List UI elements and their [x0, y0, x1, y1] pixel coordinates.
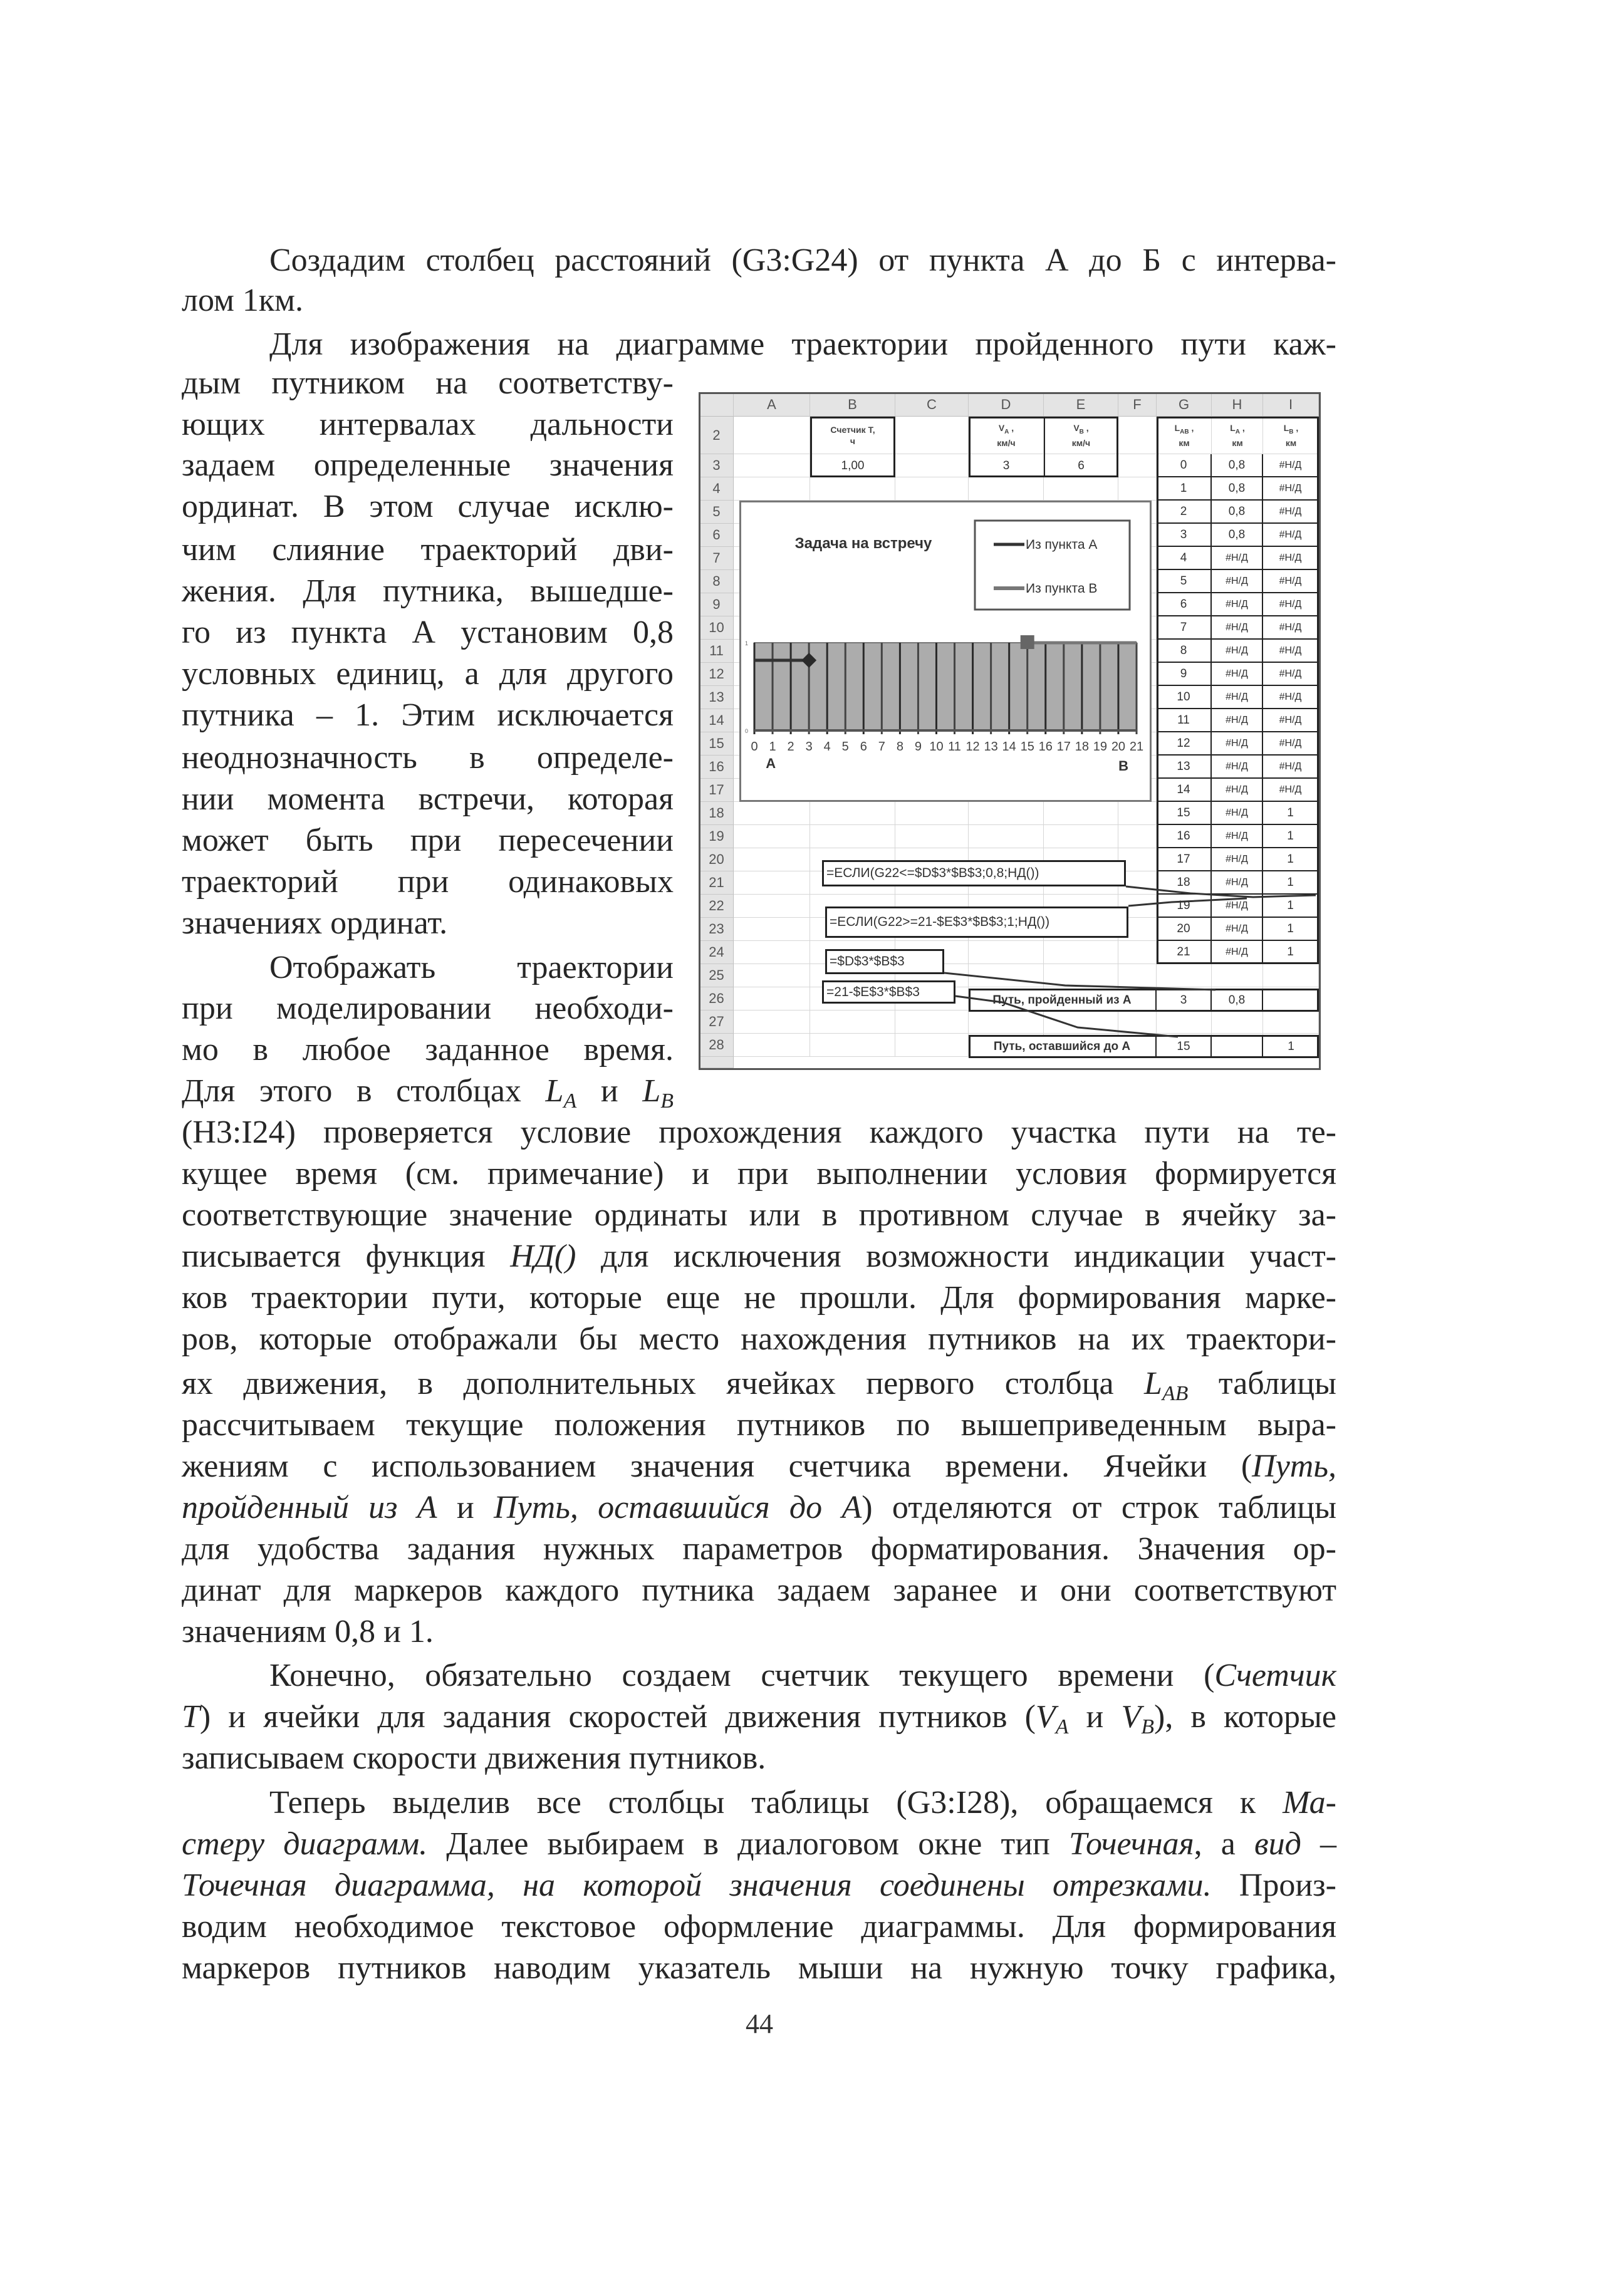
text-line: задаем определенные значения — [182, 447, 674, 483]
grid-cell — [1044, 964, 1118, 987]
path-traveled-row-i[interactable] — [1263, 989, 1319, 1012]
column-header-A[interactable]: A — [734, 393, 810, 417]
table-cell[interactable]: 2 — [1157, 501, 1212, 524]
chart[interactable] — [739, 501, 1152, 802]
row-header-5[interactable]: 5 — [700, 501, 734, 524]
row-header-28[interactable]: 28 — [700, 1034, 734, 1057]
y-tick-label: 1 — [744, 640, 748, 647]
table-cell[interactable]: #Н/Д — [1212, 918, 1263, 941]
grid-cell — [1118, 941, 1157, 964]
x-tick-label: 18 — [1075, 740, 1089, 754]
table-cell[interactable]: 0,8 — [1212, 454, 1263, 477]
x-tick-label: 16 — [1038, 740, 1053, 754]
table-cell[interactable]: 15 — [1157, 802, 1212, 825]
table-cell[interactable]: 6 — [1157, 593, 1212, 616]
row-header-4[interactable]: 4 — [700, 477, 734, 501]
path-traveled-row-g[interactable]: 3 — [1157, 989, 1212, 1012]
text-line: Конечно, обязательно создаем счетчик текущего времени (Счетчик — [269, 1658, 1336, 1693]
lb-header[interactable]: $L_B$ , км — [1283, 422, 1299, 449]
text-line: условных единиц, а для другого — [182, 656, 674, 692]
x-tick-label: 11 — [948, 740, 961, 754]
la-header[interactable]: $L_A$ , км — [1230, 422, 1245, 449]
table-cell[interactable]: 1 — [1263, 848, 1319, 871]
distance-table-border — [1157, 417, 1319, 964]
row-header-24[interactable]: 24 — [700, 941, 734, 964]
path-remaining-row-label: Путь, оставшийся до А — [969, 1035, 1157, 1058]
grid-cell — [895, 417, 969, 454]
table-cell[interactable]: 0,8 — [1212, 524, 1263, 547]
spreadsheet-screenshot — [699, 392, 1321, 1070]
column-header-E[interactable]: E — [1044, 393, 1118, 417]
column-header-G[interactable]: G — [1157, 393, 1212, 417]
text-line: Точечная диаграмма, на которой значения соединены отрезками. Произ- — [182, 1867, 1337, 1903]
row-header-14[interactable]: 14 — [700, 709, 734, 732]
x-tick-label: 1 — [769, 740, 776, 754]
row-header-11[interactable]: 11 — [700, 640, 734, 663]
grid-cell — [1044, 477, 1118, 501]
text-line: кущее время (см. примечание) и при выполнении условия формируется — [182, 1156, 1336, 1192]
grid-cell — [734, 1034, 810, 1057]
table-cell[interactable]: 16 — [1157, 825, 1212, 848]
grid-cell — [1263, 1010, 1319, 1034]
column-header-D[interactable]: D — [969, 393, 1044, 417]
path-remaining-row-i[interactable]: 1 — [1288, 1039, 1294, 1053]
table-cell[interactable]: 4 — [1157, 547, 1212, 570]
x-tick-label: 21 — [1129, 740, 1144, 754]
grid-cell — [1212, 1010, 1263, 1034]
grid-cell — [895, 477, 969, 501]
table-cell[interactable]: 1 — [1263, 825, 1319, 848]
va-header[interactable]: $V_A$ , км/ч — [997, 422, 1016, 449]
chart-legend — [975, 521, 1130, 610]
text-line: Отображать траектории — [269, 950, 674, 985]
table-cell[interactable]: 1 — [1263, 895, 1319, 918]
text-line: неоднозначность в определе- — [182, 740, 674, 776]
table-cell[interactable]: #Н/Д — [1212, 871, 1263, 895]
grid-cell — [734, 825, 810, 848]
table-cell[interactable]: #Н/Д — [1263, 454, 1319, 477]
legend-label-b: Из пункта В — [1026, 581, 1098, 596]
path-remaining-row-h[interactable] — [1212, 1035, 1263, 1058]
text-line: при моделировании необходи- — [182, 990, 674, 1026]
row-header-15[interactable]: 15 — [700, 732, 734, 756]
table-cell[interactable]: 19 — [1157, 895, 1212, 918]
text-line: значениям 0,8 и 1. — [182, 1614, 434, 1649]
text-line: Для изображения на диаграмме траектории пройденного пути каж- — [269, 326, 1336, 362]
row-header-3[interactable]: 3 — [700, 454, 734, 477]
table-cell[interactable]: #Н/Д — [1212, 848, 1263, 871]
text-line: Теперь выделив все столбцы таблицы (G3:I28), обращаемся к Ма- — [269, 1785, 1336, 1821]
grid-cell — [810, 802, 895, 825]
table-cell[interactable]: 18 — [1157, 871, 1212, 895]
row-header-10[interactable]: 10 — [700, 616, 734, 640]
row-header-19[interactable]: 19 — [700, 825, 734, 848]
path-traveled-row-label: Путь, пройденный из А — [969, 989, 1157, 1012]
divider — [1044, 417, 1045, 477]
table-cell[interactable]: #Н/Д — [1212, 547, 1263, 570]
table-cell[interactable]: 1 — [1157, 477, 1212, 501]
text-line: го из пункта А установим 0,8 — [182, 615, 674, 650]
row-header-6[interactable]: 6 — [700, 524, 734, 547]
table-cell[interactable]: 7 — [1157, 616, 1212, 640]
grid-cell — [895, 825, 969, 848]
text-line: водим необходимое текстовое оформление диаграммы. Для формирования — [182, 1909, 1336, 1945]
grid-cell — [734, 871, 810, 895]
table-cell[interactable]: #Н/Д — [1263, 570, 1319, 593]
text-line: Создадим столбец расстояний (G3:G24) от пункта А до Б с интерва- — [269, 242, 1336, 278]
grid-cell — [969, 477, 1044, 501]
table-cell[interactable]: #Н/Д — [1263, 501, 1319, 524]
table-cell[interactable]: #Н/Д — [1212, 756, 1263, 779]
path-remaining-row-g[interactable]: 15 — [1157, 1035, 1212, 1058]
table-cell[interactable]: 1 — [1263, 941, 1319, 964]
grid-cell — [810, 1034, 895, 1057]
text-line: записываем скорости движения путников. — [182, 1740, 766, 1776]
grid-cell — [1118, 825, 1157, 848]
table-cell[interactable]: 1 — [1263, 918, 1319, 941]
row-header-26[interactable]: 26 — [700, 987, 734, 1010]
point-b-label: B — [1118, 758, 1129, 774]
grid-cell — [734, 918, 810, 941]
x-tick-label: 5 — [841, 740, 849, 754]
square-marker-icon — [1021, 635, 1034, 649]
text-line: чим слияние траекторий дви- — [182, 532, 674, 568]
formula-callout-position-a: =$D$3*$B$3 — [825, 949, 944, 974]
x-tick-label: 17 — [1056, 740, 1071, 754]
grid-cell — [734, 895, 810, 918]
grid-cell — [1044, 1010, 1118, 1034]
lab-header[interactable]: $L_{AB}$ , км — [1174, 422, 1194, 449]
column-header-H[interactable]: H — [1212, 393, 1263, 417]
table-cell[interactable]: 10 — [1157, 686, 1212, 709]
text-line: нии момента встречи, которая — [182, 781, 674, 817]
column-header-I[interactable]: I — [1263, 393, 1319, 417]
grid-cell — [810, 825, 895, 848]
table-cell[interactable]: #Н/Д — [1263, 593, 1319, 616]
table-cell[interactable]: 1 — [1263, 802, 1319, 825]
x-tick-label: 14 — [1002, 740, 1016, 754]
grid-cell — [1118, 417, 1157, 454]
chart-title: Задача на встречу — [794, 535, 932, 552]
table-cell[interactable]: #Н/Д — [1263, 732, 1319, 756]
x-tick-label: 8 — [896, 740, 903, 754]
text-line: значениях ординат. — [182, 905, 448, 941]
row-header-29[interactable] — [700, 1057, 734, 1068]
column-header-B[interactable]: B — [810, 393, 895, 417]
table-cell[interactable]: #Н/Д — [1263, 477, 1319, 501]
column-header-F[interactable]: F — [1118, 393, 1157, 417]
formula-callout-lb: =ЕСЛИ(G22>=21-$E$3*$B$3;1;НД()) — [825, 906, 1128, 938]
text-line: может быть при пересечении — [182, 823, 674, 858]
x-tick-label: 0 — [751, 740, 758, 754]
va-value[interactable]: 3 — [1002, 459, 1010, 472]
grid-cell — [969, 802, 1044, 825]
x-tick-label: 20 — [1111, 740, 1126, 754]
counter-t-value[interactable]: 1,00 — [841, 459, 865, 472]
text-line: ров, которые отображали бы место нахождения путников на их траектори- — [182, 1321, 1336, 1357]
table-cell[interactable]: 13 — [1157, 756, 1212, 779]
grid-cell — [734, 964, 810, 987]
text-line: ординат. В этом случае исклю- — [182, 489, 674, 524]
table-cell[interactable]: 14 — [1157, 779, 1212, 802]
text-line: ков траектории пути, которые еще не прошли. Для формирования марке- — [182, 1280, 1336, 1316]
table-cell[interactable]: 8 — [1157, 640, 1212, 663]
text-line: стеру диаграмм. Далее выбираем в диалоговом окне тип Точечная, а вид – — [182, 1826, 1336, 1862]
table-cell[interactable]: #Н/Д — [1212, 709, 1263, 732]
grid-cell — [734, 848, 810, 871]
row-header-18[interactable]: 18 — [700, 802, 734, 825]
table-cell[interactable]: 11 — [1157, 709, 1212, 732]
table-cell[interactable]: #Н/Д — [1212, 640, 1263, 663]
grid-cell — [1044, 825, 1118, 848]
counter-t-header[interactable]: Счетчик Т, ч — [830, 425, 875, 446]
grid-cell — [1118, 1010, 1157, 1034]
row-header-20[interactable]: 20 — [700, 848, 734, 871]
row-header-17[interactable]: 17 — [700, 779, 734, 802]
x-tick-label: 9 — [914, 740, 922, 754]
row-header-23[interactable]: 23 — [700, 918, 734, 941]
grid-cell — [1157, 964, 1212, 987]
path-traveled-row-h[interactable]: 0,8 — [1212, 989, 1263, 1012]
x-tick-label: 10 — [929, 740, 944, 754]
table-cell[interactable]: #Н/Д — [1263, 616, 1319, 640]
x-tick-label: 4 — [823, 740, 831, 754]
grid-cell — [734, 987, 810, 1010]
grid-cell — [1263, 964, 1319, 987]
row-header-7[interactable]: 7 — [700, 547, 734, 570]
grid-cell — [734, 477, 810, 501]
table-cell[interactable]: #Н/Д — [1212, 779, 1263, 802]
text-line: пройденный из А и Путь, оставшийся до А) отделяются от строк таблицы — [182, 1490, 1337, 1525]
grid-cell — [895, 1010, 969, 1034]
table-cell[interactable]: 3 — [1157, 524, 1212, 547]
row-header-13[interactable]: 13 — [700, 686, 734, 709]
formula-callout-la: =ЕСЛИ(G22<=$D$3*$B$3;0,8;НД()) — [822, 860, 1126, 886]
text-line: жения. Для путника, вышедше- — [182, 573, 674, 609]
table-cell[interactable]: #Н/Д — [1263, 547, 1319, 570]
y-tick-label: 0 — [744, 728, 748, 734]
grid-cell — [969, 1010, 1044, 1034]
x-tick-label: 6 — [860, 740, 867, 754]
table-cell[interactable]: #Н/Д — [1212, 941, 1263, 964]
row-header-22[interactable]: 22 — [700, 895, 734, 918]
page-number: 44 — [746, 2008, 773, 2039]
grid-cell — [1118, 802, 1157, 825]
table-cell[interactable]: 17 — [1157, 848, 1212, 871]
text-line: ющих интервалах дальности — [182, 407, 674, 442]
table-cell[interactable]: #Н/Д — [1212, 663, 1263, 686]
x-tick-label: 7 — [878, 740, 885, 754]
table-cell[interactable]: 12 — [1157, 732, 1212, 756]
table-cell[interactable]: #Н/Д — [1263, 640, 1319, 663]
grid-cell — [1157, 1010, 1212, 1034]
x-tick-label: 19 — [1093, 740, 1108, 754]
grid-cell — [734, 941, 810, 964]
grid-cell — [734, 1010, 810, 1034]
grid-cell — [1212, 964, 1263, 987]
formula-callout-position-b: =21-$E$3*$B$3 — [822, 980, 955, 1004]
text-line: для удобства задания нужных параметров форматирования. Значения ор- — [182, 1531, 1336, 1567]
text-line: траекторий при одинаковых — [182, 864, 674, 900]
table-cell[interactable]: #Н/Д — [1263, 686, 1319, 709]
table-cell[interactable]: #Н/Д — [1212, 802, 1263, 825]
row-header-9[interactable]: 9 — [700, 593, 734, 616]
table-cell[interactable]: 0,8 — [1212, 477, 1263, 501]
text-line: маркеров путников наводим указатель мыши на нужную точку графика, — [182, 1950, 1336, 1986]
table-cell[interactable]: 9 — [1157, 663, 1212, 686]
row-header-16[interactable]: 16 — [700, 756, 734, 779]
table-cell[interactable]: #Н/Д — [1212, 895, 1263, 918]
grid-cell — [1118, 477, 1157, 501]
counter-t-border — [810, 417, 895, 477]
table-cell[interactable]: #Н/Д — [1263, 709, 1319, 732]
text-line: путника – 1. Этим исключается — [182, 697, 674, 733]
point-a-label: A — [766, 756, 776, 771]
table-cell[interactable]: #Н/Д — [1212, 686, 1263, 709]
grid-cell — [734, 802, 810, 825]
row-header-27[interactable]: 27 — [700, 1010, 734, 1034]
row-header-8[interactable]: 8 — [700, 570, 734, 593]
legend-label-a: Из пункта А — [1026, 538, 1098, 552]
table-cell[interactable]: 0 — [1157, 454, 1212, 477]
grid-cell — [969, 941, 1044, 964]
table-cell[interactable]: #Н/Д — [1263, 779, 1319, 802]
grid-cell — [895, 1034, 969, 1057]
table-cell[interactable]: #Н/Д — [1212, 593, 1263, 616]
x-tick-label: 13 — [984, 740, 998, 754]
text-line: Т) и ячейки для задания скоростей движения путников ($V_A$ и $V_B$), в которые — [182, 1699, 1337, 1738]
table-cell[interactable]: 20 — [1157, 918, 1212, 941]
grid-cell — [810, 1010, 895, 1034]
text-line: Для этого в столбцах $L_A$ и $L_B$ — [182, 1073, 674, 1113]
x-tick-label: 2 — [787, 740, 794, 754]
row-header-21[interactable]: 21 — [700, 871, 734, 895]
grid-cell — [734, 454, 810, 477]
grid-cell — [810, 477, 895, 501]
grid-cell — [1118, 454, 1157, 477]
column-header-C[interactable]: C — [895, 393, 969, 417]
text-line: мо в любое заданное время. — [182, 1032, 674, 1067]
table-cell[interactable]: #Н/Д — [1212, 732, 1263, 756]
vb-header[interactable]: $V_B$ , км/ч — [1071, 422, 1091, 449]
table-cell[interactable]: #Н/Д — [1212, 570, 1263, 593]
text-line: (Н3:I24) проверяется условие прохождения каждого участка пути на те- — [182, 1114, 1336, 1150]
grid-cell — [1044, 802, 1118, 825]
row-header-25[interactable]: 25 — [700, 964, 734, 987]
grid-cell — [895, 454, 969, 477]
x-tick-label: 15 — [1020, 740, 1034, 754]
grid-cell — [969, 964, 1044, 987]
table-cell[interactable]: #Н/Д — [1263, 756, 1319, 779]
grid-cell — [1044, 941, 1118, 964]
table-cell[interactable]: #Н/Д — [1263, 524, 1319, 547]
table-cell[interactable]: 0,8 — [1212, 501, 1263, 524]
grid-cell — [969, 825, 1044, 848]
table-cell[interactable]: 21 — [1157, 941, 1212, 964]
text-line: соответствующие значение ординаты или в противном случае в ячейку за- — [182, 1197, 1336, 1233]
x-tick-label: 3 — [805, 740, 813, 754]
select-all-corner[interactable] — [700, 393, 734, 417]
table-cell[interactable]: #Н/Д — [1212, 616, 1263, 640]
table-cell[interactable]: 1 — [1263, 871, 1319, 895]
text-line: динат для маркеров каждого путника задаем заранее и они соответствуют — [182, 1572, 1336, 1608]
x-tick-label: 12 — [966, 740, 980, 754]
text-line: дым путником на соответству- — [182, 365, 674, 401]
text-line: лом 1км. — [182, 283, 304, 318]
text-line: жениям с использованием значения счетчика времени. Ячейки (Путь, — [182, 1448, 1336, 1484]
table-cell[interactable]: 5 — [1157, 570, 1212, 593]
table-cell[interactable]: #Н/Д — [1263, 663, 1319, 686]
vb-value[interactable]: 6 — [1078, 459, 1085, 472]
row-header-12[interactable]: 12 — [700, 663, 734, 686]
grid-cell — [895, 802, 969, 825]
text-line: рассчитываем текущие положения путников по вышеприведенным выра- — [182, 1407, 1336, 1443]
text-line: ях движения, в дополнительных ячейках первого столбца $L_{AB}$ таблицы — [182, 1366, 1336, 1405]
grid-cell — [734, 417, 810, 454]
text-line: писывается функция НД() для исключения возможности индикации участ- — [182, 1239, 1336, 1274]
grid-cell — [1118, 964, 1157, 987]
table-cell[interactable]: #Н/Д — [1212, 825, 1263, 848]
row-header-2[interactable]: 2 — [700, 417, 734, 454]
